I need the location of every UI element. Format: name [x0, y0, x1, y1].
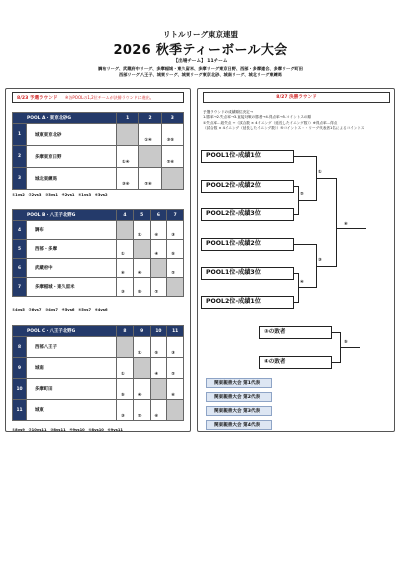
table-row [13, 278, 184, 297]
pool-c-col-8: 8 [117, 326, 134, 337]
row-num: 7 [13, 278, 27, 297]
loser-box: ④の敗者 [259, 356, 332, 369]
rep-box: 関東親善大会 第3代表 [206, 406, 272, 416]
final-banner [203, 92, 390, 103]
team-name: 西部・多摩 [27, 240, 117, 259]
match-cell: ③ [117, 400, 134, 421]
pool-a-col-2: 2 [139, 113, 161, 124]
pool-c-matches: ①8vs9 ②10vs11 ③8vs11 ④9vs10 ⑤8vs10 ⑥9vs11 [12, 428, 123, 432]
match-cell: ②⑥ [161, 146, 183, 168]
round-1-label: ① [318, 170, 322, 175]
pool-a-table [12, 112, 184, 190]
match-cell: ① [133, 337, 150, 358]
match-cell: ⑤ [133, 278, 150, 297]
organizer-name: リトルリーグ東京連盟 [163, 30, 238, 39]
row-num: 1 [13, 124, 27, 146]
seed-box: POOL2位-成績2位 [201, 180, 294, 193]
pool-a-name: POOL A・東京北砂G [13, 113, 117, 124]
match-cell: ⑤ [167, 240, 184, 259]
match-cell: ① [133, 221, 150, 240]
match-cell: ⑥ [117, 259, 134, 278]
seed-box: POOL2位-成績1位 [201, 296, 294, 309]
seed-box: POOL1位-成績3位 [201, 267, 294, 280]
team-name: 調布 [27, 221, 117, 240]
match-cell: ④ [150, 240, 167, 259]
diag-cell [150, 379, 167, 400]
match-cell: ④ [133, 379, 150, 400]
match-cell: ③ [167, 221, 184, 240]
pool-a-col-1: 1 [117, 113, 139, 124]
table-row [13, 358, 184, 379]
table-row [13, 221, 184, 240]
pool-b-col-5: 5 [133, 210, 150, 221]
row-num: 10 [13, 379, 27, 400]
pool-b-table [12, 209, 184, 297]
match-cell: ③⑤ [161, 124, 183, 146]
match-cell: ⑥ [167, 379, 184, 400]
final-date: 8/27 決勝ラウンド [276, 95, 317, 100]
match-cell: ⑥ [150, 400, 167, 421]
diag-cell [133, 240, 150, 259]
match-cell: ②⑥ [139, 168, 161, 190]
team-name: 城北東練馬 [27, 168, 117, 190]
diag-cell [139, 146, 161, 168]
round-2-label: ② [300, 192, 304, 197]
match-cell: ⑤ [150, 337, 167, 358]
diag-cell [117, 337, 134, 358]
rule-line: （試合数 × 4イニング（延長したイニング数））⑤コイントス・・リーグ代表者1名によるコイントス [203, 125, 365, 130]
match-cell: ④ [150, 358, 167, 379]
pool-b-col-4: 4 [117, 210, 134, 221]
diag-cell [167, 400, 184, 421]
match-cell: ⑤ [117, 379, 134, 400]
rule-line: 1.勝率→2.失点率→3.直接対戦の勝者→4.得点率→5.コイントスの順 [203, 115, 312, 120]
rule-line: 予選ラウンドの成績順位決定→ [203, 110, 253, 114]
match-cell: ③ [167, 337, 184, 358]
qualifying-note: ※各POOLの1,2位チームが決勝ラウンドに進出。 [65, 95, 154, 100]
match-cell: ⑥ [150, 221, 167, 240]
round-3-label: ③ [318, 258, 322, 263]
match-cell: ① [117, 358, 134, 379]
rep-box: 関東親善大会 第1代表 [206, 378, 272, 388]
row-num: 4 [13, 221, 27, 240]
pool-c-col-9: 9 [133, 326, 150, 337]
table-row [13, 240, 184, 259]
row-num: 8 [13, 337, 27, 358]
match-cell: ② [150, 278, 167, 297]
diag-cell [167, 278, 184, 297]
team-name: 武蔵府中 [27, 259, 117, 278]
pool-a-matches: ①1vs2 ②2vs3 ③3vs1 ④2vs1 ⑤1vs3 ⑥3vs2 [12, 193, 108, 197]
pool-b-matches: ①4vs5 ②6vs7 ③4vs7 ④5vs6 ⑤5vs7 ⑥4vs6 [12, 308, 108, 312]
pool-b-col-7: 7 [167, 210, 184, 221]
row-num: 3 [13, 168, 27, 190]
diag-cell [117, 124, 139, 146]
row-num: 9 [13, 358, 27, 379]
round-6-label: ⑥ [344, 222, 348, 227]
table-row [13, 124, 184, 146]
match-cell: ① [117, 240, 134, 259]
match-cell: ④ [133, 259, 150, 278]
pool-c-table [12, 325, 184, 421]
seed-box: POOL1位-成績2位 [201, 238, 294, 251]
team-name: 城東 [27, 400, 117, 421]
seed-box: POOL2位-成績3位 [201, 208, 294, 221]
rule-line: ①失点率…総失点 ÷（試合数 × 4イニング（延長したイニング数））※得点率…得点 [203, 120, 338, 125]
rep-box: 関東親善大会 第4代表 [206, 420, 272, 430]
pool-b-col-6: 6 [150, 210, 167, 221]
teams-line-2: 西部リーグ八王子、城東リーグ、城東リーグ東京北砂、城南リーグ、城北リーグ東練馬 [119, 72, 282, 77]
team-name: 多摩町田 [27, 379, 117, 400]
qualifying-date: 8/23 予選ラウンド [17, 96, 58, 101]
match-cell: ③⑥ [117, 168, 139, 190]
diag-cell [161, 168, 183, 190]
row-num: 2 [13, 146, 27, 168]
table-row [13, 146, 184, 168]
table-row [13, 379, 184, 400]
teams-title: 【出場チーム】 11チーム [173, 59, 228, 64]
table-row [13, 400, 184, 421]
ranking-rules [203, 110, 393, 131]
team-name: 城南 [27, 358, 117, 379]
row-num: 5 [13, 240, 27, 259]
diag-cell [133, 358, 150, 379]
table-row [13, 168, 184, 190]
team-name: 多摩稲城・東久留米 [27, 278, 117, 297]
page-title: 2026 秋季ティーボール大会 [113, 43, 288, 58]
table-row [13, 337, 184, 358]
team-name: 城東東京北砂 [27, 124, 117, 146]
qualifying-banner [12, 92, 184, 103]
match-cell: ② [167, 259, 184, 278]
loser-box: ③の敗者 [259, 326, 332, 339]
table-row [13, 259, 184, 278]
round-5-label: ⑤ [344, 340, 348, 345]
row-num: 6 [13, 259, 27, 278]
rep-box: 関東親善大会 第2代表 [206, 392, 272, 402]
pool-c-col-10: 10 [150, 326, 167, 337]
pool-c-name: POOL C・八王子北野G [13, 326, 117, 337]
match-cell: ①④ [117, 146, 139, 168]
round-4-label: ④ [300, 280, 304, 285]
pool-b-name: POOL B・八王子北野G [13, 210, 117, 221]
pool-a-col-3: 3 [161, 113, 183, 124]
team-name: 西部八王子 [27, 337, 117, 358]
match-cell: ③ [117, 278, 134, 297]
diag-cell [150, 259, 167, 278]
seed-box: POOL1位-成績1位 [201, 150, 294, 163]
match-cell: ② [133, 400, 150, 421]
match-cell: ② [167, 358, 184, 379]
pool-c-col-11: 11 [167, 326, 184, 337]
row-num: 11 [13, 400, 27, 421]
diag-cell [117, 221, 134, 240]
team-name: 多摩東京日野 [27, 146, 117, 168]
match-cell: ①④ [139, 124, 161, 146]
teams-line-1: 調布リーグ、武蔵府中リーグ、多摩稲城・東久留米、多摩リーグ東京日野、西部・多摩連合、多摩リーグ町田 [98, 66, 303, 71]
